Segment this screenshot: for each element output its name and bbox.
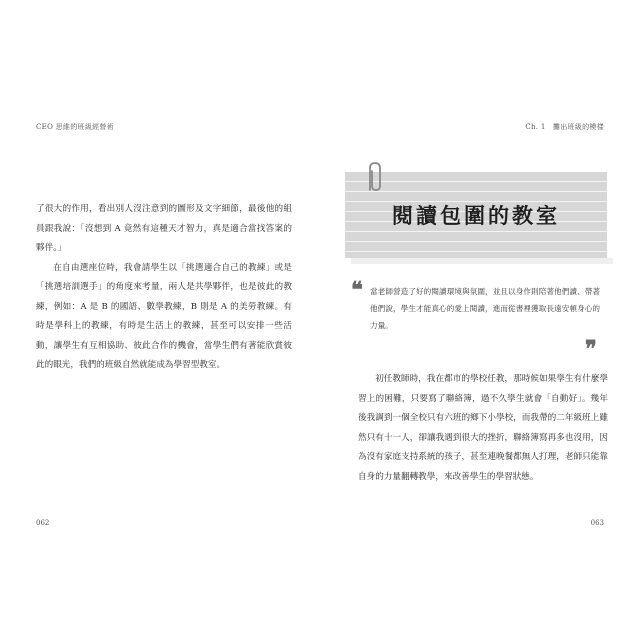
title-card-shadow bbox=[351, 258, 613, 264]
paperclip-icon bbox=[360, 160, 394, 194]
page-number-right: 063 bbox=[590, 519, 604, 527]
running-header-right: Ch. 1 攤出班級的模樣 bbox=[525, 123, 604, 131]
close-quote-icon: ❞ bbox=[585, 336, 597, 362]
section-title: 閱讀包圍的教室 bbox=[392, 204, 560, 228]
left-paragraph-1: 了很大的作用，看出別人沒注意到的圖形及文字細節，最後他的組員跟我說：「沒想到 A 竟然有這種天才智力，真是適合當找答案的夥伴。」 bbox=[36, 204, 292, 253]
right-paragraph-1: 初任教師時，我在都市的學校任教，那時候如果學生有什麼學習上的困難，只要寫了聯絡簿，過不久學生就會「自動好」。幾年後我調到一個全校只有六班的鄉下小學校，而我帶的二年級班上雖然只有十一人，卻讓我遇到很大的挫折，聯絡簿寫再多也沒用，因為沒有家庭支持系統的孩子，甚至連晚餐都無人打理，老師只能靠自身的力量翻轉教學，來改善學生的學習狀態。 bbox=[358, 374, 608, 482]
open-quote-icon: ❝ bbox=[351, 277, 363, 303]
right-body-text bbox=[358, 370, 608, 487]
left-body-text bbox=[36, 200, 292, 376]
left-paragraph-2: 在自由選座位時，我會請學生以「挑選適合自己的教練」或是「挑選培訓選手」的角度來考量，兩人是共學夥伴，也是彼此的教練，例如：A 是 B 的國語、數學教練，B 則是 A 的美勞教練。有時是學科上的教練，有時是生活上的教練，甚至可以安排一些活動，讓學生有互相協助、彼此合作的機會，當學生們有著能欣賞彼此的眼光，我們的班級自然就能成為學習型教室。 bbox=[36, 262, 292, 370]
page-number-left: 062 bbox=[36, 519, 50, 527]
running-header-left: CEO 思維的班級經營術 bbox=[36, 123, 115, 131]
pull-quote: 當老師營造了好的閱讀環境與氛圍，並且以身作則陪著他們讀、帶著他們說，學生才能真心的愛上閱讀，進而從書裡獲取長遠安頓身心的力量。 bbox=[370, 287, 600, 330]
